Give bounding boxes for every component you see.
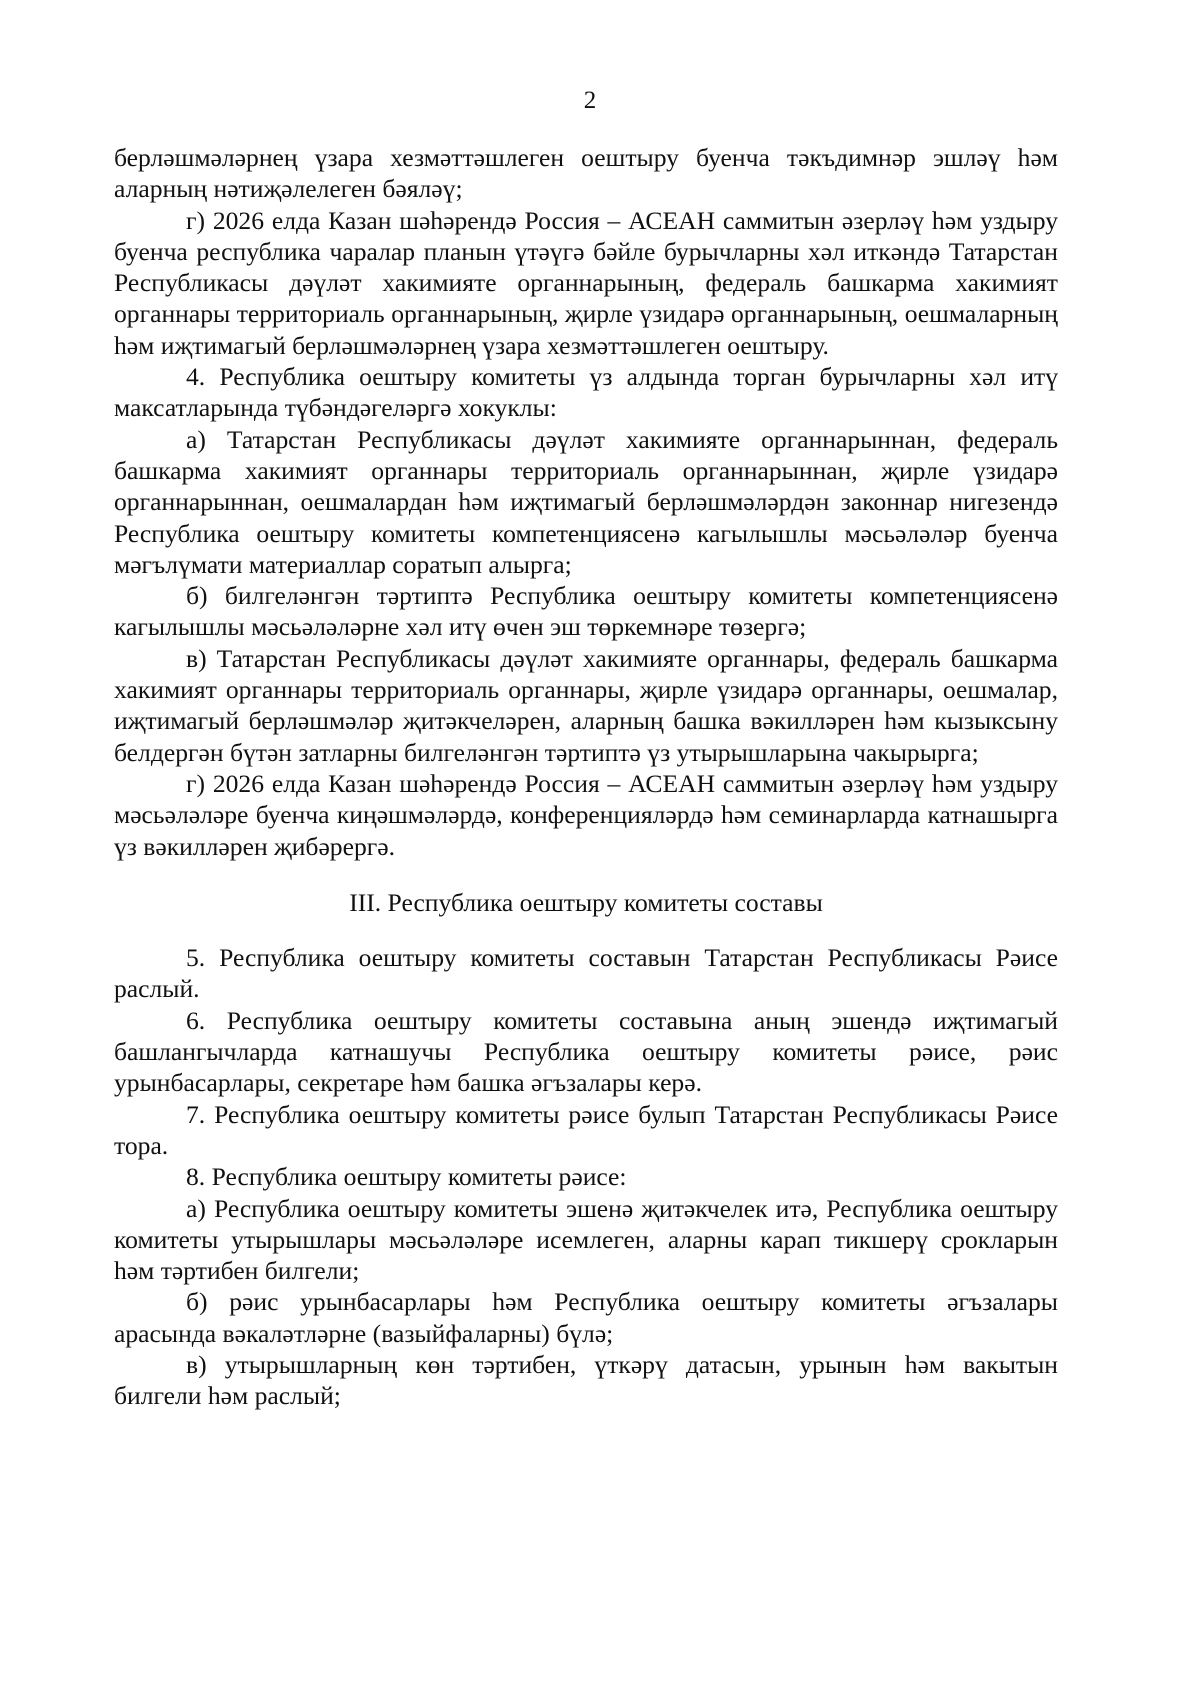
paragraph-item-a-request: а) Татарстан Республикасы дәүләт хакимияте органнарыннан, федераль башкарма хакимият органнары территориаль органнарыннан, җирле үзидарә органнарыннан, оешмалардан һәм иҗтимагый берләшмәләрдән законнар нигезендә Республика оештыру комитеты компетенциясенә кагылышлы мәсьәләләр буенча мәгълүмати материаллар соратып алырга; [114, 424, 1058, 579]
paragraph-clause-4: 4. Республика оештыру комитеты үз алдында торган бурычларны хәл итү максатларында түбәндәгеләргә хокуклы: [114, 362, 1058, 423]
paragraph-clause-5: 5. Республика оештыру комитеты составын Татарстан Республикасы Рәисе раслый. [114, 943, 1058, 1004]
page-number: 2 [583, 87, 597, 114]
section-heading: III. Республика оештыру комитеты составы [349, 887, 823, 917]
paragraph-continuation: берләшмәләрнең үзара хезмәттәшлеген оештыру буенча тәкъдимнәр эшләү һәм аларның нәтиҗәлелеген бәяләү; [114, 143, 1058, 204]
document-body [114, 142, 1058, 1412]
paragraph-clause-7: 7. Республика оештыру комитеты рәисе булып Татарстан Республикасы Рәисе тора. [114, 1099, 1058, 1160]
paragraph-item-v-invite: в) Татарстан Республикасы дәүләт хакимияте органнары, федераль башкарма хакимият органнары территориаль органнары, җирле үзидарә органнары, оешмалар, иҗтимагый берләшмәләр җитәкчеләрен, аларның башка вәкилләрен һәм кызыксыну белдергән бүтән затларны билгеләнгән тәртиптә үз утырышларына чакырырга; [114, 643, 1058, 767]
paragraph-clause-8-v: в) утырышларның көн тәртибен, үткәрү датасын, урынын һәм вакытын билгели һәм раслый; [114, 1349, 1058, 1411]
paragraph-item-g-representatives: г) 2026 елда Казан шәһәрендә Россия – АСЕАН саммитын әзерләү һәм уздыру мәсьәләләре буенча киңәшмәләрдә, конференцияләрдә һәм семинарларда катнашырга үз вәкилләрен җибәрергә. [114, 768, 1058, 861]
paragraph-clause-8: 8. Республика оештыру комитеты рәисе: [186, 1162, 627, 1192]
paragraph-clause-8-b: б) рәис урынбасарлары һәм Республика оештыру комитеты әгъзалары арасында вәкаләтләрне (вазыйфаларны) бүлә; [114, 1287, 1058, 1348]
paragraph-clause-6: 6. Республика оештыру комитеты составына аның эшендә иҗтимагый башлангычларда катнашучы Республика оештыру комитеты рәисе, рәис урынбасарлары, секретаре һәм башка әгъзалары керә. [114, 1005, 1058, 1098]
paragraph-item-g-coordination: г) 2026 елда Казан шәһәрендә Россия – АСЕАН саммитын әзерләү һәм уздыру буенча республика чаралар планын үтәүгә бәйле бурычларны хәл иткәндә Татарстан Республикасы дәүләт хакимияте органнарының, федераль башкарма хакимият органнары территориаль органнарының, җирле үзидарә органнарының, оешмаларның һәм иҗтимагый берләшмәләрнең үзара хезмәттәшлеген оештыру. [114, 205, 1058, 360]
paragraph-item-b-working-groups: б) билгеләнгән тәртиптә Республика оештыру комитеты компетенциясенә кагылышлы мәсьәләләрне хәл итү өчен эш төркемнәре төзергә; [114, 581, 1058, 642]
paragraph-clause-8-a: а) Республика оештыру комитеты эшенә җитәкчелек итә, Республика оештыру комитеты утырышлары мәсьәләләре исемлеген, аларны карап тикшерү срокларын һәм тәртибен билгели; [114, 1193, 1058, 1286]
